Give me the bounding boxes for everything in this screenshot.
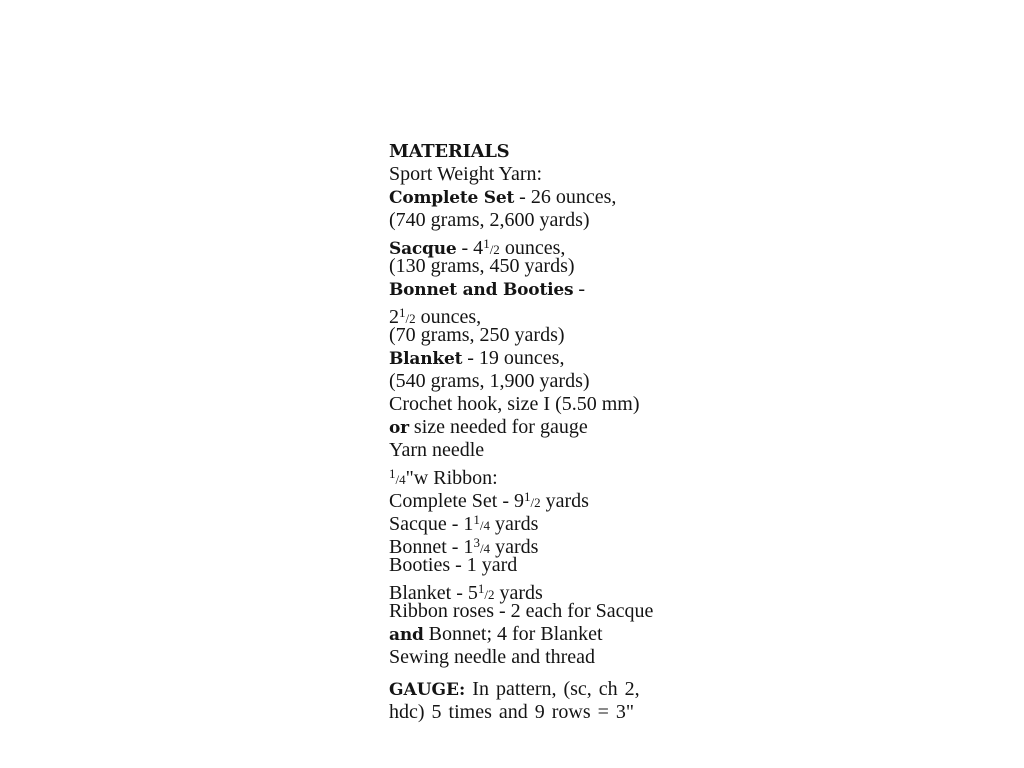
roses-and-label: and xyxy=(389,625,424,645)
blanket-amount: - 19 ounces, xyxy=(462,347,565,369)
materials-heading: MATERIALS xyxy=(389,141,510,162)
materials-document xyxy=(389,140,719,724)
ribbon-blanket-num: 1 xyxy=(477,581,485,596)
ribbon-complete-pre: Complete Set - 9 xyxy=(389,490,524,512)
ribbon-complete-post: yards xyxy=(540,490,589,512)
ribbon-bonnet-line xyxy=(389,531,719,558)
gauge-section xyxy=(389,678,719,724)
roses-line-2-rest: Bonnet; 4 for Blanket xyxy=(423,623,603,645)
bonnet-booties-line xyxy=(389,278,719,301)
ribbon-roses-line-2 xyxy=(389,623,719,646)
sacque-label: Sacque xyxy=(389,239,457,259)
bb-fraction-den: /2 xyxy=(405,311,416,326)
complete-set-detail: (740 grams, 2,600 yards) xyxy=(389,209,590,231)
sewing-line: Sewing needle and thread xyxy=(389,646,596,668)
bb-amount-pre: 2 xyxy=(389,306,399,328)
ribbon-booties-line: Booties - 1 yard xyxy=(389,554,518,576)
bonnet-booties-label: Bonnet and Booties xyxy=(389,280,574,300)
ribbon-blanket-den: /2 xyxy=(484,587,495,602)
ribbon-bonnet-num: 3 xyxy=(473,535,480,550)
complete-set-label: Complete Set xyxy=(389,188,515,208)
bonnet-booties-detail: (70 grams, 250 yards) xyxy=(389,324,565,346)
or-rest: size needed for gauge xyxy=(408,416,588,438)
ribbon-bonnet-pre: Bonnet - 1 xyxy=(389,536,474,558)
ribbon-bonnet-post: yards xyxy=(490,536,539,558)
gauge-line-1 xyxy=(389,678,719,701)
ribbon-sacque-num: 1 xyxy=(473,512,480,527)
ribbon-title-rest: "w Ribbon: xyxy=(405,467,498,489)
or-label: or xyxy=(389,418,409,438)
ribbon-bonnet-den: /4 xyxy=(479,541,491,556)
sacque-detail: (130 grams, 450 yards) xyxy=(389,255,575,277)
gauge-line-1-rest: In pattern, (sc, ch 2, xyxy=(465,678,640,700)
complete-set-line xyxy=(389,186,719,209)
sacque-amount-pre: - 4 xyxy=(456,237,484,259)
sacque-line xyxy=(389,232,719,259)
blanket-label: Blanket xyxy=(389,349,463,369)
sacque-fraction-num: 1 xyxy=(483,236,490,251)
yarn-title: Sport Weight Yarn: xyxy=(389,163,543,185)
sacque-fraction-den: /2 xyxy=(489,242,500,257)
bonnet-booties-amount xyxy=(389,301,719,328)
bb-amount-post: ounces, xyxy=(415,306,482,328)
gauge-line-2: hdc) 5 times and 9 rows = 3" xyxy=(389,701,635,723)
ribbon-fraction-den: /4 xyxy=(395,472,406,487)
blanket-line xyxy=(389,347,719,370)
gauge-label: GAUGE: xyxy=(389,680,466,700)
ribbon-blanket-pre: Blanket - 5 xyxy=(389,582,478,604)
ribbon-blanket-post: yards xyxy=(494,582,543,604)
ribbon-complete-num: 1 xyxy=(523,489,531,504)
yarn-needle-line: Yarn needle xyxy=(389,439,485,461)
gauge-size-line xyxy=(389,416,719,439)
ribbon-sacque-post: yards xyxy=(490,513,539,535)
ribbon-blanket-line xyxy=(389,577,719,604)
sacque-amount-post: ounces, xyxy=(499,237,566,259)
bonnet-booties-dash: - xyxy=(573,278,586,300)
blanket-detail: (540 grams, 1,900 yards) xyxy=(389,370,590,392)
bb-fraction-num: 1 xyxy=(399,305,406,320)
ribbon-complete-den: /2 xyxy=(530,495,541,510)
complete-set-amount: - 26 ounces, xyxy=(514,186,617,208)
ribbon-sacque-pre: Sacque - 1 xyxy=(389,513,474,535)
ribbon-complete-line xyxy=(389,485,719,512)
ribbon-roses-line: Ribbon roses - 2 each for Sacque xyxy=(389,600,654,622)
ribbon-title-line xyxy=(389,462,719,489)
ribbon-sacque-den: /4 xyxy=(479,518,491,533)
crochet-hook-line: Crochet hook, size I (5.50 mm) xyxy=(389,393,640,415)
ribbon-fraction-num: 1 xyxy=(389,466,396,481)
